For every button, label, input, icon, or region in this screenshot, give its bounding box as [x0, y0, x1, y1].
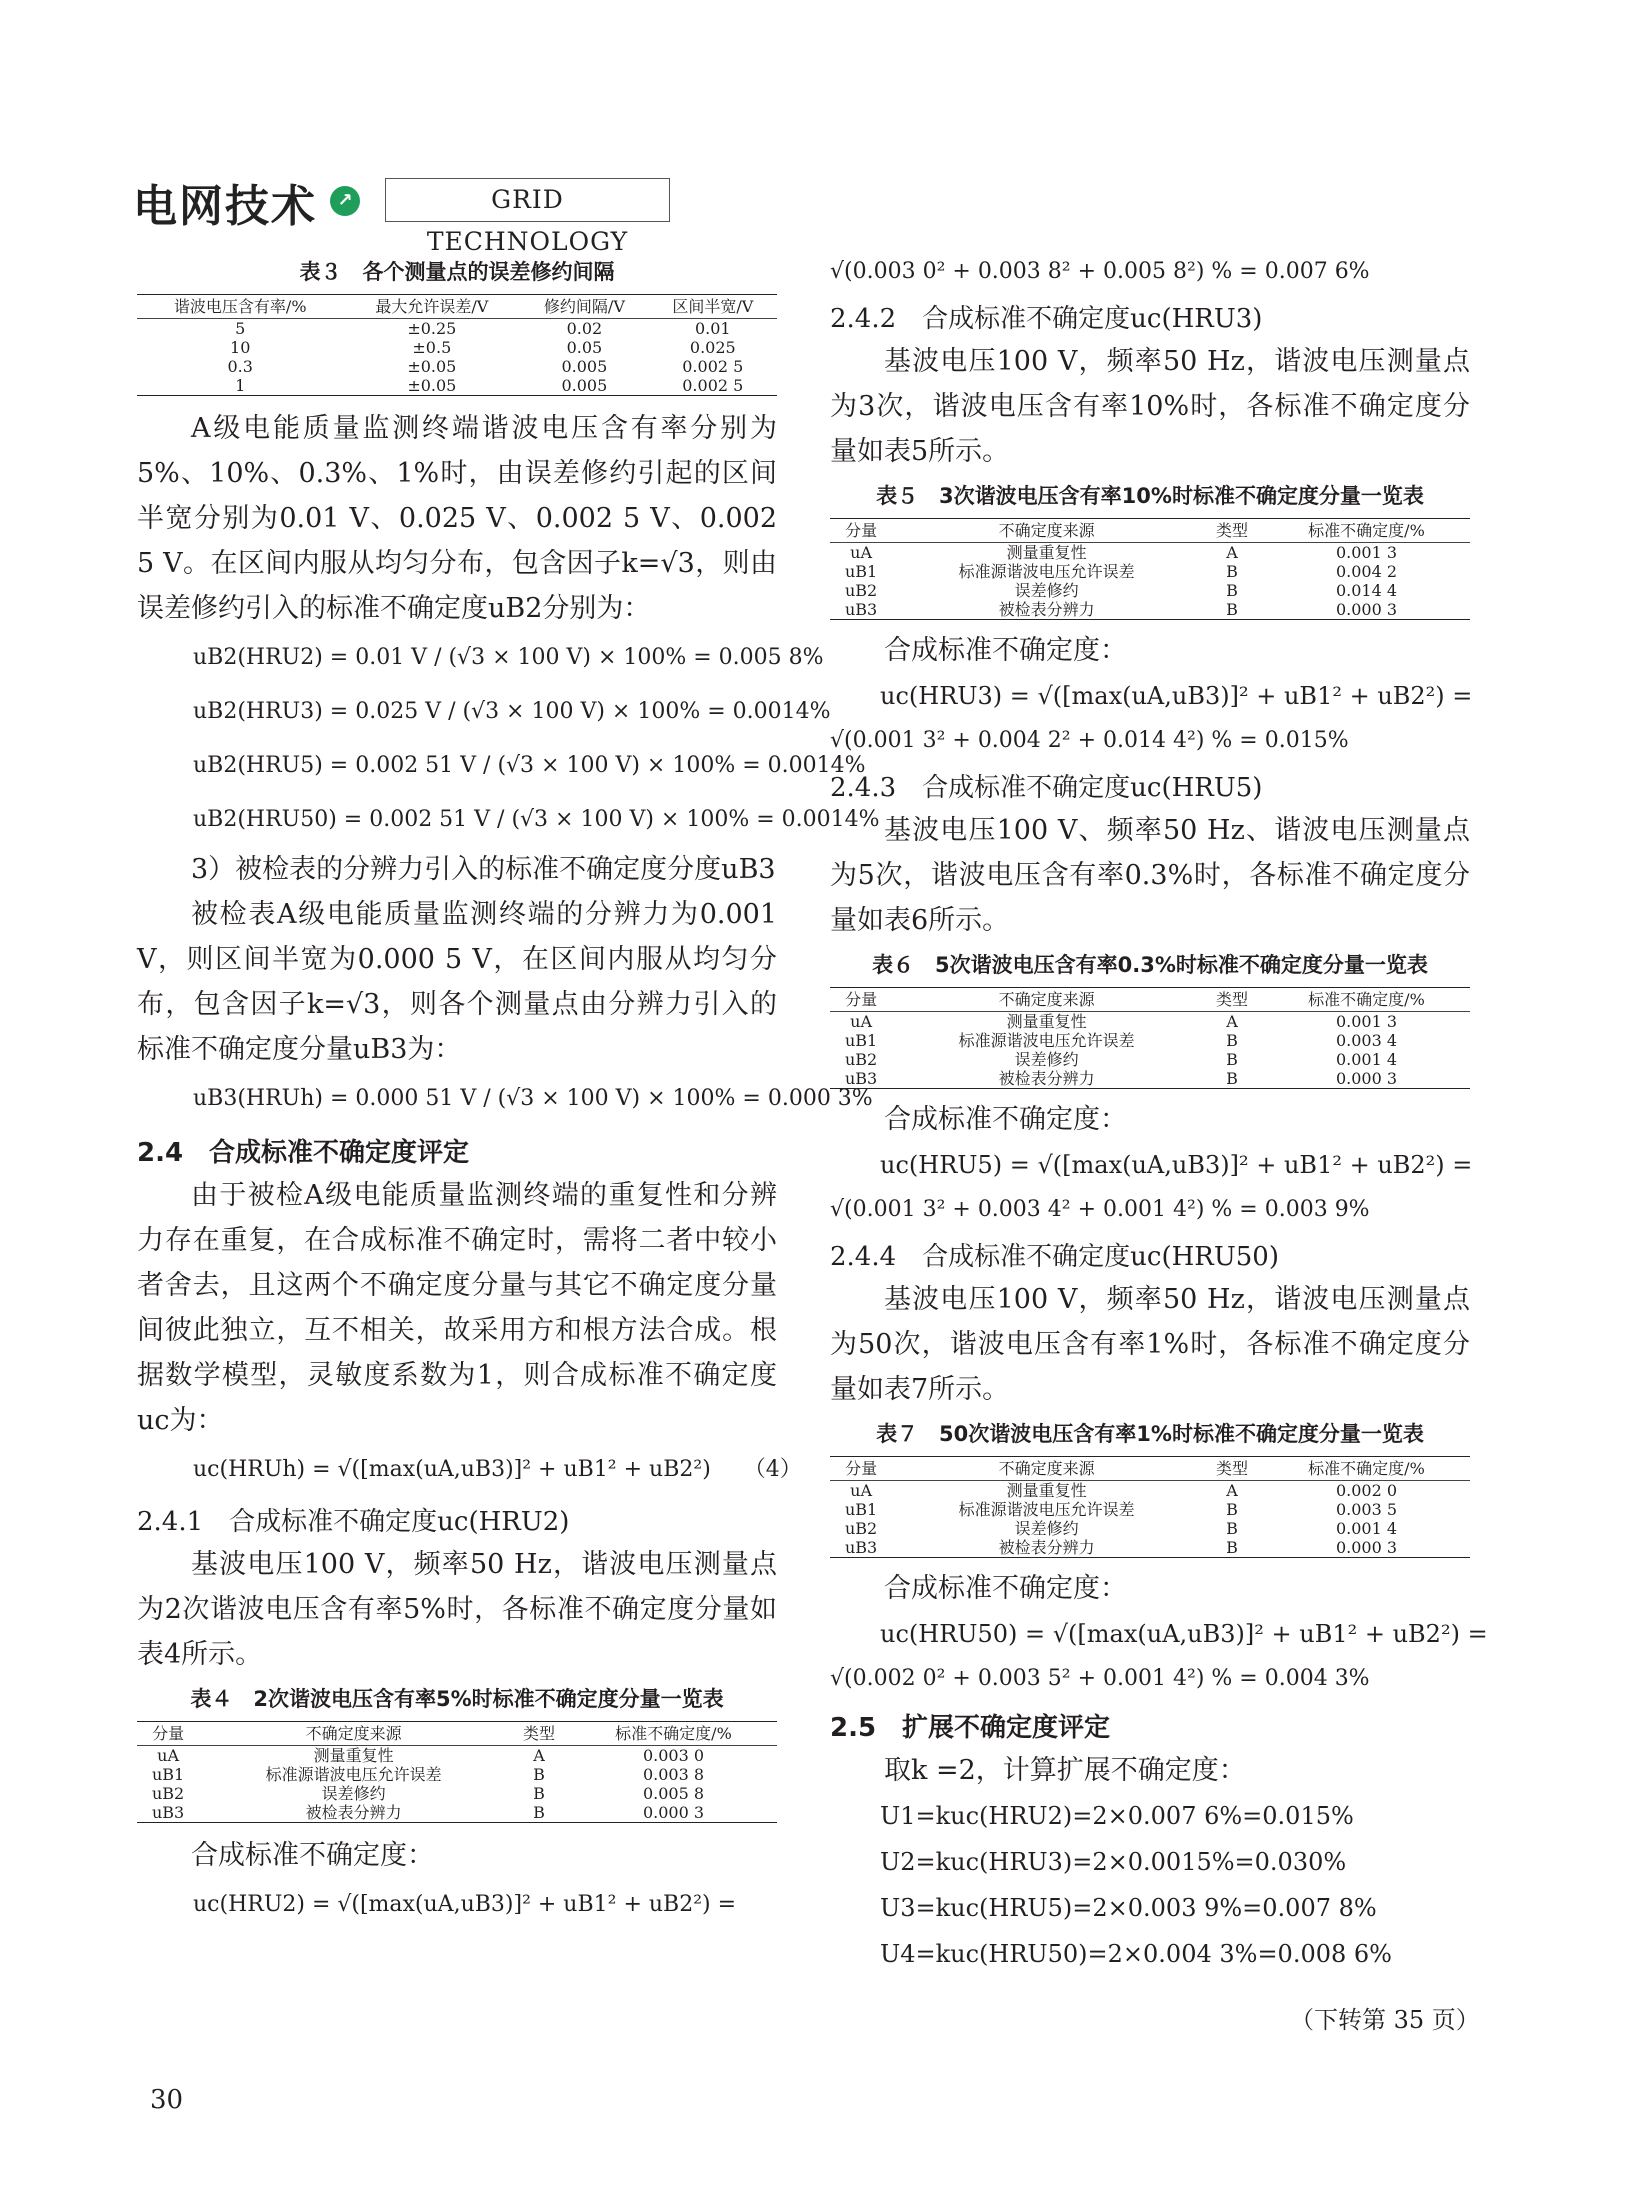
cell: 0.005 8 [642, 1784, 705, 1803]
table-row [830, 600, 1470, 620]
paragraph: 基波电压100 V，频率50 Hz，谐波电压测量点为3次，谐波电压含有率10%时，各标准不确定度分量如表5所示。 [830, 346, 1470, 467]
cell: 测量重复性 [1006, 1012, 1087, 1031]
cell: 0.000 3 [1263, 1069, 1470, 1089]
table-header: 类型 [508, 1722, 570, 1746]
cell: 标准源谐波电压允许误差 [958, 1031, 1135, 1050]
table-row [137, 1803, 777, 1823]
table-row [830, 1481, 1470, 1501]
cell: B [533, 1784, 545, 1803]
paragraph: 合成标准不确定度： [884, 635, 1127, 666]
paragraph: 基波电压100 V、频率50 Hz、谐波电压测量点为5次，谐波电压含有率0.3%时，各标准不确定度分量如表6所示。 [830, 815, 1470, 936]
cell: uB2 [844, 1519, 878, 1538]
section-heading: 2.4 合成标准不确定度评定 [137, 1138, 470, 1168]
cell: 0.002 5 [649, 376, 777, 396]
cell: ±0.05 [343, 376, 520, 396]
cell: 0.05 [566, 338, 603, 357]
cell: 误差修约 [1014, 1050, 1079, 1069]
table3 [137, 294, 777, 396]
cell: uB2 [844, 1050, 878, 1069]
cell: A [1226, 1481, 1238, 1500]
cell: 0.003 5 [1335, 1500, 1398, 1519]
cell: 5 [235, 319, 246, 338]
cell: ±0.5 [412, 338, 452, 357]
cell: 标准源谐波电压允许误差 [958, 1500, 1135, 1519]
equation: √(0.001 3² + 0.004 2² + 0.014 4²) % = 0.015% [830, 728, 1349, 753]
cell: uB1 [151, 1765, 185, 1784]
table-header: 标准不确定度/% [570, 1722, 777, 1746]
cell: 0.002 0 [1335, 1481, 1398, 1500]
table-row [830, 1012, 1470, 1032]
paragraph: 合成标准不确定度： [884, 1573, 1127, 1604]
cell: A [533, 1746, 545, 1765]
cell: B [1226, 1500, 1238, 1519]
equation: uB2(HRU3) = 0.025 V / (√3 × 100 V) × 100% = 0.0014% [193, 699, 831, 724]
cell: 0.01 [694, 319, 731, 338]
section-subtitle-box: GRID TECHNOLOGY [385, 178, 670, 222]
table-header: 谐波电压含有率/% [137, 295, 343, 319]
table-row [830, 1069, 1470, 1089]
paragraph: 基波电压100 V，频率50 Hz，谐波电压测量点为50次，谐波电压含有率1%时，各标准不确定度分量如表7所示。 [830, 1284, 1470, 1405]
cell: uB3 [830, 1538, 892, 1558]
left-column [137, 250, 880, 1932]
cell: B [1201, 1538, 1263, 1558]
cell: B [1226, 562, 1238, 581]
cell: 被检表分辨力 [892, 1538, 1201, 1558]
cell: 0.000 3 [1263, 600, 1470, 620]
cell: 被检表分辨力 [199, 1803, 508, 1823]
cell: uB2 [151, 1784, 185, 1803]
cell: 0.000 3 [1263, 1538, 1470, 1558]
table3-caption: 表３ 各个测量点的误差修约间隔 [299, 260, 615, 284]
subsection-heading: 2.4.1 合成标准不确定度uc(HRU2) [137, 1507, 570, 1537]
cell: ±0.05 [407, 357, 457, 376]
cell: 0.005 [520, 376, 648, 396]
equation: uB2(HRU5) = 0.002 51 V / (√3 × 100 V) × 100% = 0.0014% [193, 753, 866, 778]
equation: uB2(HRU50) = 0.002 51 V / (√3 × 100 V) × 100% = 0.0014% [193, 807, 880, 832]
table5 [830, 518, 1470, 620]
table6 [830, 987, 1470, 1089]
equation: U4=kuc(HRU50)=2×0.004 3%=0.008 6% [880, 1940, 1392, 1968]
table-row [830, 562, 1470, 581]
cell: 标准源谐波电压允许误差 [265, 1765, 442, 1784]
equation: uB2(HRU2) = 0.01 V / (√3 × 100 V) × 100% = 0.005 8% [193, 645, 824, 670]
table4-caption: 表４ 2次谐波电压含有率5%时标准不确定度分量一览表 [190, 1687, 724, 1711]
paragraph: 合成标准不确定度： [884, 1104, 1127, 1135]
cell: 0.003 4 [1335, 1031, 1398, 1050]
cell: 0.004 2 [1335, 562, 1398, 581]
cell: B [1226, 581, 1238, 600]
table-row [137, 357, 777, 376]
cell: 测量重复性 [1006, 1481, 1087, 1500]
cell: 0.002 5 [682, 357, 744, 376]
cell: A [1226, 543, 1238, 562]
cell: B [1226, 1519, 1238, 1538]
table5-caption: 表５ 3次谐波电压含有率10%时标准不确定度分量一览表 [876, 484, 1424, 508]
cell: 0.02 [566, 319, 603, 338]
continued-note: （下转第 35 页） [1290, 2006, 1480, 2034]
cell: B [533, 1765, 545, 1784]
table-header: 分量 [830, 1457, 892, 1481]
table-header: 不确定度来源 [199, 1722, 508, 1746]
cell: uA [850, 1481, 873, 1500]
right-column [830, 250, 1488, 1977]
cell: 0.003 8 [642, 1765, 705, 1784]
cell: B [508, 1803, 570, 1823]
table-row [137, 1784, 777, 1803]
cell: 误差修约 [1014, 581, 1079, 600]
equation: uc(HRU3) = √([max(uA,uB3)]² + uB1² + uB2²) = [880, 682, 1473, 710]
cell: uB1 [844, 1500, 878, 1519]
paragraph: 取k =2，计算扩展不确定度： [884, 1755, 1246, 1786]
table-row [830, 1500, 1470, 1519]
equation: uB3(HRUh) = 0.000 51 V / (√3 × 100 V) × 100% = 0.000 3% [193, 1086, 873, 1111]
equation: U1=kuc(HRU2)=2×0.007 6%=0.015% [880, 1802, 1354, 1830]
cell: 测量重复性 [1006, 543, 1087, 562]
equation: U2=kuc(HRU3)=2×0.0015%=0.030% [880, 1848, 1347, 1876]
table-row [137, 376, 777, 396]
cell: 被检表分辨力 [892, 600, 1201, 620]
cell: 0.001 3 [1335, 1012, 1398, 1031]
table-header: 标准不确定度/% [1263, 1457, 1470, 1481]
cell: uB1 [844, 562, 878, 581]
table-row [137, 319, 777, 339]
cell: uA [157, 1746, 180, 1765]
table7-caption: 表７ 50次谐波电压含有率1%时标准不确定度分量一览表 [876, 1422, 1424, 1446]
table-row [830, 1519, 1470, 1538]
cell: 0.000 3 [570, 1803, 777, 1823]
subsection-heading: 2.4.3 合成标准不确定度uc(HRU5) [830, 773, 1263, 803]
subsection-heading: 2.4.4 合成标准不确定度uc(HRU50) [830, 1242, 1279, 1272]
cell: 标准源谐波电压允许误差 [958, 562, 1135, 581]
table-row [830, 1050, 1470, 1069]
equation: √(0.003 0² + 0.003 8² + 0.005 8²) % = 0.007 6% [830, 259, 1370, 284]
cell: B [1226, 1031, 1238, 1050]
table-header: 类型 [1201, 988, 1263, 1012]
page-number: 30 [150, 2085, 184, 2115]
table-header: 类型 [1201, 519, 1263, 543]
table-header: 分量 [830, 519, 892, 543]
equation: uc(HRU2) = √([max(uA,uB3)]² + uB1² + uB2²) = [193, 1892, 737, 1917]
cell: uB1 [844, 1031, 878, 1050]
cell: 0.001 3 [1335, 543, 1398, 562]
journal-section-title: 电网技术 [133, 181, 317, 232]
cell: 被检表分辨力 [892, 1069, 1201, 1089]
table-row [830, 581, 1470, 600]
table-header: 标准不确定度/% [1263, 988, 1470, 1012]
paragraph: 3）被检表的分辨力引入的标准不确定度分度uB3 [191, 854, 776, 885]
paragraph: 被检表A级电能质量监测终端的分辨力为0.001 V，则区间半宽为0.000 5 V，在区间内服从均匀分布，包含因子k=√3，则各个测量点由分辨力引入的标准不确定度分量uB3为： [137, 899, 777, 1065]
table-row [830, 1538, 1470, 1558]
table4 [137, 1721, 777, 1823]
cell: 0.005 [561, 357, 608, 376]
cell: 0.014 4 [1335, 581, 1398, 600]
cell: uB3 [830, 600, 892, 620]
cell: uB2 [844, 581, 878, 600]
table-header: 分量 [830, 988, 892, 1012]
table-row [137, 1746, 777, 1766]
table-header: 不确定度来源 [892, 519, 1201, 543]
equation: √(0.001 3² + 0.003 4² + 0.001 4²) % = 0.003 9% [830, 1197, 1370, 1222]
table-header: 最大允许误差/V [343, 295, 520, 319]
equation: uc(HRU50) = √([max(uA,uB3)]² + uB1² + uB2²) = [880, 1620, 1488, 1648]
table-header: 不确定度来源 [892, 988, 1201, 1012]
cell: B [1201, 1069, 1263, 1089]
equation: uc(HRUh) = √([max(uA,uB3)]² + uB1² + uB2²) （4） [193, 1457, 802, 1482]
table-header: 修约间隔/V [520, 295, 648, 319]
table-row [137, 338, 777, 357]
cell: ±0.25 [407, 319, 457, 338]
paragraph: 基波电压100 V，频率50 Hz，谐波电压测量点为2次谐波电压含有率5%时，各标准不确定度分量如表4所示。 [137, 1549, 777, 1670]
subsection-heading: 2.4.2 合成标准不确定度uc(HRU3) [830, 304, 1263, 334]
paragraph: 由于被检A级电能质量监测终端的重复性和分辨力存在重复，在合成标准不确定时，需将二者中较小者舍去，且这两个不确定度分量与其它不确定度分量间彼此独立，互不相关，故采用方和根方法合成。根据数学模型，灵敏度系数为1，则合成标准不确定度uc为： [137, 1180, 777, 1436]
arrow-icon: ↗ [330, 186, 360, 216]
section-heading: 2.5 扩展不确定度评定 [830, 1713, 1111, 1743]
cell: B [1226, 1050, 1238, 1069]
cell: 0.3 [227, 357, 253, 376]
cell: 误差修约 [1014, 1519, 1079, 1538]
equation: U3=kuc(HRU5)=2×0.003 9%=0.007 8% [880, 1894, 1377, 1922]
cell: 0.025 [689, 338, 736, 357]
table-row [830, 1031, 1470, 1050]
cell: uA [850, 543, 873, 562]
table-header: 区间半宽/V [649, 295, 777, 319]
cell: 10 [230, 338, 251, 357]
cell: 1 [137, 376, 343, 396]
paragraph: A级电能质量监测终端谐波电压含有率分别为5%、10%、0.3%、1%时，由误差修约引起的区间半宽分别为0.01 V、0.025 V、0.002 5 V、0.002 5 V。在区间内服从均匀分布，包含因子k=√3，则由误差修约引入的标准不确定度uB2分别为： [137, 413, 777, 624]
table-row [830, 543, 1470, 563]
table-row [137, 1765, 777, 1784]
table-header: 标准不确定度/% [1263, 519, 1470, 543]
table-header: 分量 [137, 1722, 199, 1746]
table-header: 类型 [1201, 1457, 1263, 1481]
cell: 测量重复性 [313, 1746, 394, 1765]
cell: 0.003 0 [642, 1746, 705, 1765]
table7 [830, 1456, 1470, 1558]
cell: B [1201, 600, 1263, 620]
table-header: 不确定度来源 [892, 1457, 1201, 1481]
equation: √(0.002 0² + 0.003 5² + 0.001 4²) % = 0.004 3% [830, 1666, 1370, 1691]
equation: uc(HRU5) = √([max(uA,uB3)]² + uB1² + uB2²) = [880, 1151, 1473, 1179]
cell: uB3 [137, 1803, 199, 1823]
cell: 0.001 4 [1335, 1519, 1398, 1538]
cell: uA [850, 1012, 873, 1031]
table6-caption: 表６ 5次谐波电压含有率0.3%时标准不确定度分量一览表 [872, 953, 1428, 977]
cell: A [1226, 1012, 1238, 1031]
cell: 0.001 4 [1335, 1050, 1398, 1069]
paragraph: 合成标准不确定度： [191, 1840, 434, 1871]
cell: uB3 [830, 1069, 892, 1089]
cell: 误差修约 [321, 1784, 386, 1803]
